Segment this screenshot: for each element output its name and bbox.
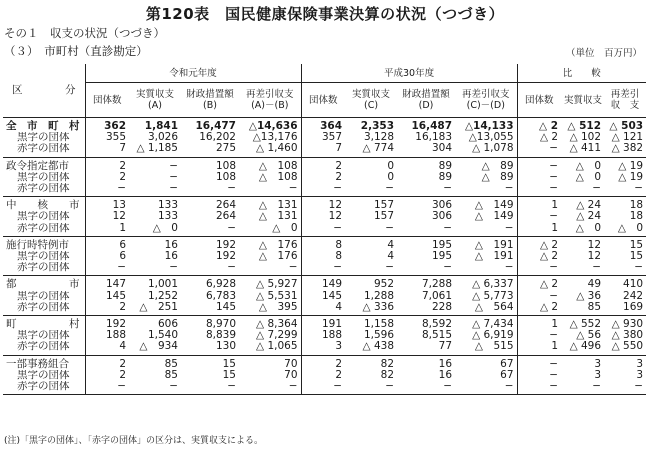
table-cell: 147 <box>105 278 126 291</box>
table-cell: − <box>345 183 397 197</box>
table-cell: 70 <box>239 370 301 381</box>
table-cell: − <box>455 381 517 395</box>
table-cell: 192 <box>215 238 236 251</box>
row-label: 黒字の団体 <box>3 211 85 222</box>
column-header: 団体数 <box>85 83 129 118</box>
table-cell: △ 24 <box>576 199 602 212</box>
table-cell: 357 <box>321 132 343 144</box>
table-cell: 16,477 <box>195 120 236 132</box>
table-cell: △ 0 <box>561 223 604 237</box>
table-cell: − <box>345 262 397 276</box>
subtitle-section: その１ 収支の状況（つづき） <box>4 26 165 40</box>
table-cell: 0 <box>387 159 395 172</box>
table-cell: 85 <box>164 357 178 370</box>
table-cell: △ 512 <box>567 120 602 132</box>
table-cell: 85 <box>164 369 178 381</box>
table-cell: − <box>397 262 455 276</box>
row-label: 都 市 <box>3 276 85 291</box>
table-cell: △ 503 <box>609 120 644 132</box>
table-cell: 191 <box>321 318 343 331</box>
table-cell: △ 496 <box>561 341 604 355</box>
column-header: 再差引 収 支 <box>604 83 646 118</box>
table-cell: 1 <box>85 223 129 237</box>
table-cell: △ 2 <box>539 238 559 251</box>
table-cell: − <box>181 183 239 197</box>
table-cell: △ 6,337 <box>455 276 517 291</box>
table-cell: △ 131 <box>239 211 301 222</box>
table-cell: △ 108 <box>239 172 301 183</box>
table-cell: 145 <box>321 290 343 302</box>
table-cell: 16 <box>164 251 178 263</box>
table-cell: − <box>561 381 604 395</box>
table-cell: 3,026 <box>147 132 178 144</box>
table-cell: 188 <box>321 330 343 342</box>
table-row <box>3 302 646 316</box>
table-cell: △ 8,364 <box>239 316 301 331</box>
table-cell: 3 <box>594 369 602 381</box>
table-cell: 1,841 <box>144 120 178 132</box>
table-cell: 130 <box>181 341 239 355</box>
table-cell: 364 <box>320 120 343 132</box>
column-header: 実質収支 (C) <box>345 83 397 118</box>
column-header: 実質収支 <box>561 83 604 118</box>
table-cell: 355 <box>105 132 126 144</box>
table-row <box>3 341 646 355</box>
table-cell: 3 <box>301 341 345 355</box>
table-cell: − <box>549 369 559 381</box>
table-cell: 82 <box>380 369 395 381</box>
table-cell: 133 <box>157 211 178 223</box>
table-cell: 67 <box>455 370 517 381</box>
table-cell: 7,061 <box>421 290 453 302</box>
group-header-r1: 令和元年度 <box>85 64 301 83</box>
table-row <box>3 143 646 157</box>
table-cell: △13,055 <box>455 132 517 143</box>
table-cell: − <box>549 330 559 342</box>
table-cell: 8 <box>335 251 343 263</box>
table-cell: 8 <box>335 238 343 251</box>
table-cell: △ 438 <box>345 341 397 355</box>
group-header-compare: 比 較 <box>517 64 646 83</box>
table-cell: 2 <box>335 369 343 381</box>
row-label: 政令指定都市 <box>3 157 85 172</box>
table-cell: − <box>345 381 397 395</box>
table-cell: △ 7,434 <box>455 316 517 331</box>
table-cell: △ 149 <box>455 211 517 222</box>
table-cell: 952 <box>373 278 395 291</box>
table-cell: △14,636 <box>239 118 301 133</box>
table-cell: 7 <box>85 143 129 157</box>
table-cell: − <box>455 183 517 197</box>
table-cell: △ 131 <box>239 197 301 212</box>
table-row <box>3 183 646 197</box>
table-row <box>3 172 646 183</box>
table-cell: △ 89 <box>455 172 517 183</box>
row-label: 黒字の団体 <box>3 251 85 262</box>
table-cell: 8,839 <box>205 330 236 342</box>
table-cell: △ 2 <box>539 120 559 132</box>
table-cell: △ 2 <box>539 278 559 291</box>
table-cell: △14,133 <box>455 118 517 133</box>
table-cell: △ 19 <box>618 159 644 172</box>
table-cell: 16 <box>438 369 453 381</box>
row-label: 黒字の団体 <box>3 291 85 302</box>
table-cell: 18 <box>629 211 644 223</box>
row-label: 赤字の団体 <box>3 341 85 355</box>
table-cell: 2 <box>335 171 343 183</box>
table-cell: 16 <box>164 238 178 251</box>
row-label: 町 村 <box>3 316 85 331</box>
table-cell: 7,288 <box>421 278 453 291</box>
table-cell: − <box>517 381 561 395</box>
table-cell: 2,353 <box>360 120 395 132</box>
table-row <box>3 316 646 331</box>
table-cell: △ 0 <box>575 171 602 183</box>
table-cell: △ 251 <box>129 302 181 316</box>
table-cell: − <box>85 183 129 197</box>
table-cell: 228 <box>397 302 455 316</box>
table-cell: − <box>549 357 559 370</box>
table-cell: − <box>455 223 517 237</box>
table-cell: 67 <box>455 355 517 370</box>
table-cell: △ 515 <box>455 341 517 355</box>
table-cell: 192 <box>105 318 126 331</box>
table-cell: 264 <box>215 199 236 212</box>
table-cell: − <box>517 143 561 157</box>
unit-label: （単位 百万円） <box>565 48 642 59</box>
table-cell: △ 0 <box>129 223 181 237</box>
table-cell: △ 2 <box>539 251 559 263</box>
table-cell: △ 382 <box>604 143 646 157</box>
table-cell: 7 <box>301 143 345 157</box>
table-cell: 4 <box>301 302 345 316</box>
table-row <box>3 291 646 302</box>
table-cell: − <box>604 381 646 395</box>
table-row <box>3 132 646 143</box>
table-cell: − <box>549 159 559 172</box>
table-cell: △ 5,531 <box>239 291 301 302</box>
table-cell: 306 <box>431 211 453 223</box>
table-cell: 195 <box>431 251 453 263</box>
table-cell: 3 <box>636 357 644 370</box>
table-cell: 108 <box>215 171 236 183</box>
table-cell: 304 <box>397 143 455 157</box>
table-cell: 188 <box>105 330 126 342</box>
table-cell: − <box>301 381 345 395</box>
table-cell: △ 1,065 <box>239 341 301 355</box>
table-cell: 108 <box>215 159 236 172</box>
table-cell: 16 <box>438 357 453 370</box>
table-cell: 15 <box>222 369 236 381</box>
table-cell: 2 <box>119 357 126 370</box>
table-cell: 12 <box>328 199 343 212</box>
row-label: 黒字の団体 <box>3 330 85 341</box>
table-cell: − <box>301 183 345 197</box>
table-cell: △ 1,185 <box>129 143 181 157</box>
column-header: 再差引収支 (A)－(B) <box>239 83 301 118</box>
table-row <box>3 370 646 381</box>
table-cell: 1 <box>551 199 559 212</box>
table-cell: 3 <box>594 357 602 370</box>
table-cell: − <box>561 262 604 276</box>
table-cell: 275 <box>181 143 239 157</box>
table-cell: △ 176 <box>239 236 301 251</box>
table-cell: 2 <box>119 369 126 381</box>
table-cell: △ 149 <box>455 197 517 212</box>
column-header: 団体数 <box>517 83 561 118</box>
table-cell: 8,970 <box>205 318 236 331</box>
table-cell: 2 <box>335 159 343 172</box>
kubun-right-char: 分 <box>65 84 76 96</box>
table-cell: − <box>604 262 646 276</box>
table-cell: − <box>239 183 301 197</box>
table-row <box>3 223 646 237</box>
row-label: 赤字の団体 <box>3 223 85 237</box>
table-cell: △ 552 <box>569 318 602 331</box>
table-cell: 3,128 <box>363 132 395 144</box>
table-cell: △ 6,919 <box>455 330 517 341</box>
table-cell: 0 <box>387 171 395 183</box>
group-header-h30: 平成30年度 <box>301 64 517 83</box>
table-cell: △ 0 <box>575 159 602 172</box>
table-cell: 89 <box>438 159 453 172</box>
table-row <box>3 157 646 172</box>
table-cell: 12 <box>328 211 343 223</box>
table-cell: 2 <box>335 357 343 370</box>
table-cell: 192 <box>215 251 236 263</box>
table-row <box>3 211 646 222</box>
table-cell: △ 395 <box>239 302 301 316</box>
table-row <box>3 251 646 262</box>
kubun-header <box>3 64 85 118</box>
table-cell: 1,158 <box>363 318 395 331</box>
table-cell: 3 <box>636 369 644 381</box>
row-label: 赤字の団体 <box>3 143 85 157</box>
table-cell: 1 <box>551 318 559 331</box>
column-header: 財政措置額 (D) <box>397 83 455 118</box>
table-cell: 2 <box>119 171 126 183</box>
table-cell: 242 <box>623 290 644 302</box>
table-cell: 16,183 <box>415 132 453 144</box>
table-cell: 15 <box>629 251 644 263</box>
table-cell: − <box>549 171 559 183</box>
table-cell: △ 108 <box>239 157 301 172</box>
table-cell: − <box>85 381 129 395</box>
table-cell: △ 102 <box>569 132 602 144</box>
table-row <box>3 355 646 370</box>
table-cell: − <box>517 183 561 197</box>
table-cell: − <box>549 211 559 223</box>
table-cell: 306 <box>431 199 453 212</box>
table-cell: 6,783 <box>205 290 236 302</box>
row-label: 赤字の団体 <box>3 381 85 395</box>
table-cell: 82 <box>380 357 395 370</box>
table-row <box>3 236 646 251</box>
table-cell: 77 <box>397 341 455 355</box>
table-cell: 157 <box>373 199 395 212</box>
table-cell: − <box>169 159 178 172</box>
table-cell: − <box>239 262 301 276</box>
table-cell: − <box>455 262 517 276</box>
table-cell: − <box>397 223 455 237</box>
table-cell: △ 930 <box>611 318 644 331</box>
table-cell: 16,487 <box>411 120 453 132</box>
column-header: 団体数 <box>301 83 345 118</box>
table-cell: − <box>181 381 239 395</box>
table-cell: △ 1,460 <box>239 143 301 157</box>
table-cell: − <box>604 183 646 197</box>
column-header: 実質収支 (A) <box>129 83 181 118</box>
column-header: 財政措置額 (B) <box>181 83 239 118</box>
table-cell: 149 <box>321 278 343 291</box>
row-label: 一部事務組合 <box>3 355 85 370</box>
table-cell: 2 <box>85 302 129 316</box>
table-cell: 6 <box>119 238 126 251</box>
table-cell: 16,202 <box>199 132 236 144</box>
table-cell: 4 <box>387 238 395 251</box>
table-cell: 15 <box>629 238 644 251</box>
table-cell: 133 <box>157 199 178 212</box>
table-row <box>3 276 646 291</box>
table-row <box>3 262 646 276</box>
table-row <box>3 118 646 133</box>
table-cell: △ 336 <box>345 302 397 316</box>
table-cell: − <box>129 381 181 395</box>
table-cell: − <box>549 290 559 302</box>
table-cell: 1 <box>517 223 561 237</box>
table-row <box>3 330 646 341</box>
subtitle-subsection: （３） 市町村（直診勘定） <box>4 44 148 58</box>
table-cell: − <box>301 262 345 276</box>
table-cell: △ 2 <box>539 132 559 144</box>
table-cell: 195 <box>431 238 453 251</box>
row-label: 赤字の団体 <box>3 262 85 276</box>
table-cell: 4 <box>85 341 129 355</box>
table-cell: − <box>181 223 239 237</box>
kubun-left-char: 区 <box>12 84 23 96</box>
table-cell: 6,928 <box>205 278 236 291</box>
row-label: 全 市 町 村 <box>3 118 85 133</box>
table-cell: 70 <box>239 355 301 370</box>
footnote: (注)「黒字の団体」、「赤字の団体」の区分は、実質収支による。 <box>4 436 264 446</box>
table-cell: △ 934 <box>129 341 181 355</box>
table-cell: 1,596 <box>363 330 395 342</box>
table-cell: 18 <box>629 199 644 212</box>
table-cell: 2 <box>119 159 126 172</box>
table-cell: △ 774 <box>345 143 397 157</box>
table-cell: △ 19 <box>618 171 644 183</box>
table-cell: 12 <box>112 211 126 223</box>
column-header: 再差引収支 (C)－(D) <box>455 83 517 118</box>
table-cell: − <box>517 262 561 276</box>
table-cell: △ 0 <box>604 223 646 237</box>
row-label: 黒字の団体 <box>3 172 85 183</box>
table-cell: 157 <box>373 211 395 223</box>
table-cell: 49 <box>587 278 602 291</box>
table-cell: − <box>301 223 345 237</box>
row-label: 施行時特例市 <box>3 236 85 251</box>
table-cell: − <box>397 381 455 395</box>
table-cell: △ 5,927 <box>239 276 301 291</box>
table-cell: △ 191 <box>455 236 517 251</box>
table-cell: △ 550 <box>604 341 646 355</box>
table-cell: − <box>345 223 397 237</box>
table-cell: − <box>239 381 301 395</box>
table-cell: 85 <box>561 302 604 316</box>
table-cell: 4 <box>387 251 395 263</box>
table-cell: − <box>169 171 178 183</box>
table-cell: 13 <box>112 199 126 212</box>
table-cell: 12 <box>587 251 602 263</box>
table-row <box>3 197 646 212</box>
table-cell: △ 5,773 <box>455 291 517 302</box>
table-cell: △ 7,299 <box>239 330 301 341</box>
table-cell: 6 <box>119 251 126 263</box>
table-cell: 8,515 <box>421 330 453 342</box>
table-cell: 1,540 <box>147 330 178 342</box>
table-cell: 8,592 <box>421 318 453 331</box>
table-cell: 145 <box>105 290 126 302</box>
table-cell: − <box>181 262 239 276</box>
table-cell: △ 411 <box>561 143 604 157</box>
table-cell: 1,001 <box>147 278 178 291</box>
row-label: 赤字の団体 <box>3 302 85 316</box>
table-cell: 12 <box>587 238 602 251</box>
table-cell: − <box>397 183 455 197</box>
row-label: 黒字の団体 <box>3 370 85 381</box>
table-cell: 169 <box>604 302 646 316</box>
table-cell: △ 191 <box>455 251 517 262</box>
table-cell: △ 380 <box>611 330 644 342</box>
table-cell: 1,252 <box>147 290 178 302</box>
table-cell: △ 564 <box>455 302 517 316</box>
table-cell: 89 <box>438 171 453 183</box>
table-cell: △ 89 <box>455 157 517 172</box>
table-title: 第120表 国民健康保険事業決算の状況（つづき） <box>145 5 505 23</box>
table-cell: △ 56 <box>576 330 602 342</box>
table-cell: 145 <box>181 302 239 316</box>
table-cell: − <box>129 262 181 276</box>
table-cell: 264 <box>215 211 236 223</box>
table-cell: △ 121 <box>611 132 644 144</box>
table-cell: − <box>561 183 604 197</box>
table-cell: △ 24 <box>576 211 602 223</box>
row-label: 赤字の団体 <box>3 183 85 197</box>
row-label: 中 核 市 <box>3 197 85 212</box>
table-cell: △ 36 <box>576 290 602 302</box>
table-cell: 410 <box>623 278 644 291</box>
table-cell: △ 0 <box>239 223 301 237</box>
table-cell: − <box>129 183 181 197</box>
row-label: 黒字の団体 <box>3 132 85 143</box>
table-cell: △ 176 <box>239 251 301 262</box>
table-cell: △ 2 <box>517 302 561 316</box>
table-cell: 606 <box>157 318 178 331</box>
table-cell: 362 <box>104 120 126 132</box>
table-cell: △13,176 <box>239 132 301 143</box>
table-cell: △ 1,078 <box>455 143 517 157</box>
table-cell: 1,288 <box>363 290 395 302</box>
table-cell: 15 <box>222 357 236 370</box>
table-row <box>3 381 646 395</box>
table-cell: 1 <box>517 341 561 355</box>
settlement-table <box>3 64 646 395</box>
table-cell: − <box>85 262 129 276</box>
